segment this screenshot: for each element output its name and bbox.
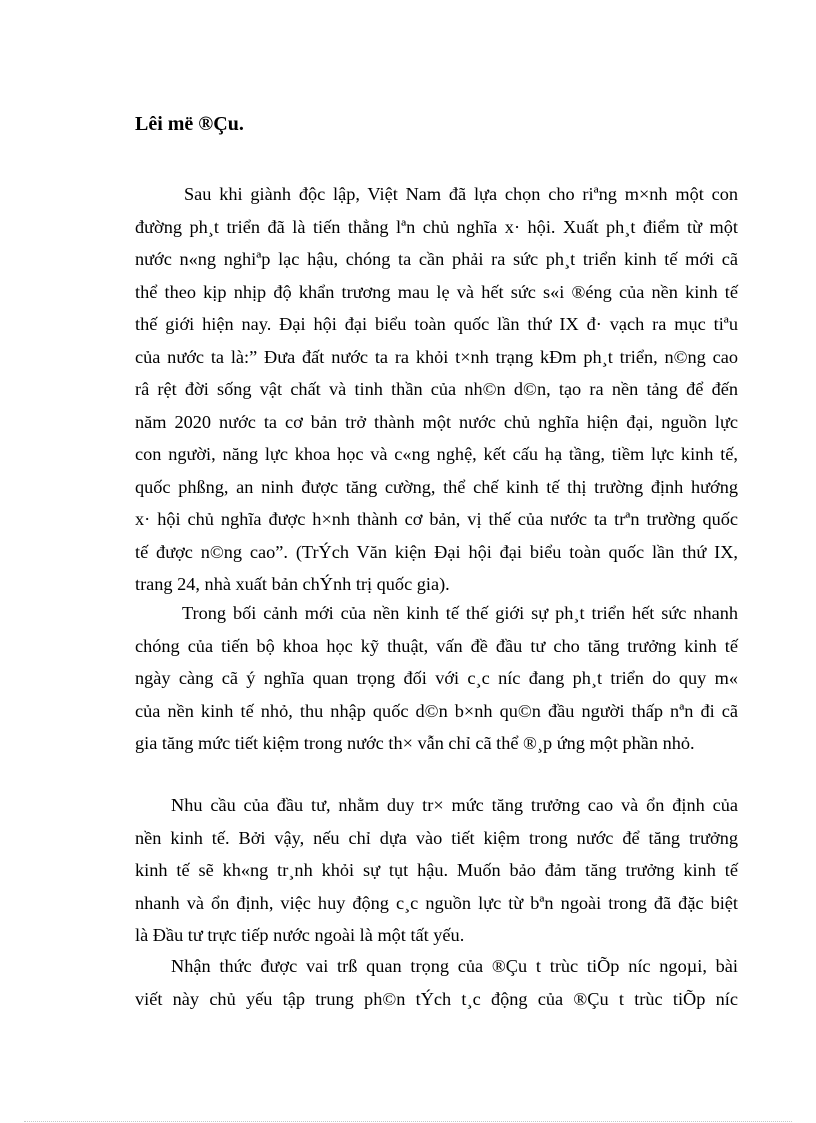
text-line: nước n«ng nghiªp lạc hậu, chóng ta cần phải ra sức ph¸t triển kinh tế mới cã [135,249,738,269]
text-line: râ rệt đời sống vật chất và tinh thần của nh©n d©n, tạo ra nền tảng để đến [135,379,738,399]
text-line: ngày càng cã ý nghĩa quan trọng đối với c¸c níc đang ph¸t triển do quy m« [135,668,738,688]
text-line: đường ph¸t triển đã là tiến thẳng lªn chủ nghĩa x· hội. Xuất ph¸t điểm từ một [135,216,738,237]
text-line: của nền kinh tế nhỏ, thu nhập quốc d©n b×nh qu©n đầu người thấp nªn đi cã [135,700,738,721]
text-line: Nhận thức được vai trß quan trọng của ®Çu t trùc tiÕp níc ngoµi, bài [171,956,738,976]
text-line: con người, năng lực khoa học và c«ng nghệ, kết cấu hạ tầng, tiềm lực kinh tế, [135,444,738,464]
paragraph-4 [135,950,738,1015]
paragraph-1 [135,178,738,601]
text-line: thế giới hiện nay. Đại hội đại biểu toàn quốc lần thứ IX đ· vạch ra mục tiªu [135,314,738,334]
text-line: chóng của tiến bộ khoa học kỹ thuật, vấn đề đầu tư cho tăng trưởng kinh tế [135,635,738,656]
text-line: nhanh và ổn định, việc huy động c¸c nguồn lực từ bªn ngoài trong đã đặc biệt [135,892,738,913]
text-line: nền kinh tế. Bởi vậy, nếu chỉ dựa vào tiết kiệm trong nước để tăng trưởng [135,827,738,848]
text-line: x· hội chủ nghĩa được h×nh thành cơ bản, vị thế của nước ta trªn trường quốc [135,509,738,529]
text-line: viết này chủ yếu tập trung ph©n tÝch t¸c động của ®Çu t trùc tiÕp níc [135,988,738,1009]
text-line: gia tăng mức tiết kiệm trong nước th× vẫn chỉ cã thể ®¸p ứng một phần nhỏ. [135,733,695,753]
text-line: là Đầu tư trực tiếp nước ngoài là một tất yếu. [135,925,465,945]
text-line: tế được n©ng cao”. (TrÝch Văn kiện Đại hội đại biểu toàn quốc lần thứ IX, [135,541,738,562]
text-line: Sau khi giành độc lập, Việt Nam đã lựa chọn cho riªng m×nh một con [184,184,738,204]
text-line: kinh tế sẽ kh«ng tr¸nh khỏi sự tụt hậu. Muốn bảo đảm tăng trưởng kinh tế [135,860,738,880]
paragraph-2 [135,597,738,760]
text-line: thể theo kịp nhịp độ khẩn trương mau lẹ và hết sức s«i ®éng của nền kinh tế [135,281,738,302]
text-line: của nước ta là:” Đưa đất nước ta ra khỏi t×nh trạng kÐm ph¸t triển, n©ng cao [135,346,738,367]
text-line: Trong bối cảnh mới của nền kinh tế thế giới sự ph¸t triển hết sức nhanh [182,603,738,623]
paragraph-3 [135,789,738,952]
text-line: năm 2020 nước ta cơ bản trở thành một nước chủ nghĩa hiện đại, nguồn lực [135,411,738,432]
document-title: Lêi më ®Çu. [135,113,244,135]
text-line: Nhu cầu của đầu tư, nhằm duy tr× mức tăng trưởng cao và ổn định của [171,795,738,815]
text-line: trang 24, nhà xuất bản chÝnh trị quốc gia). [135,574,450,594]
text-line: quốc phßng, an ninh được tăng cường, thể chế kinh tế thị trường định hướng [135,476,738,497]
page-bottom-divider [24,1121,792,1122]
